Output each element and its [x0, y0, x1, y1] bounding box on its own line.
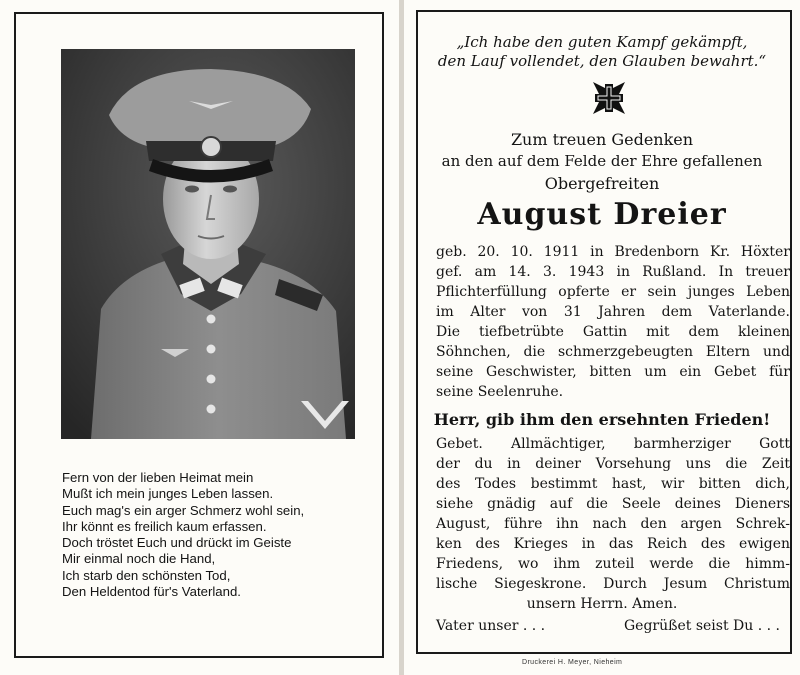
poem-line: Doch tröstet Euch und drückt im Geiste	[62, 535, 292, 551]
prayer-line: August, führe ihn nach den argen Schrek-	[436, 516, 790, 532]
prayer-line: siehe gnädig auf die Seele deines Dieners	[436, 496, 790, 512]
poem-line: Ich starb den schönsten Tod,	[62, 567, 231, 583]
printer-imprint: Druckerei H. Meyer, Nieheim	[522, 659, 623, 666]
biography-line: seine Geschwister, bitten um ein Gebet für	[436, 364, 790, 380]
closing-left: Vater unser . . .	[436, 618, 546, 634]
soldier-portrait-photo	[61, 49, 355, 439]
poem-line: Mir einmal noch die Hand,	[62, 551, 216, 567]
biography-line: Die tiefbetrübte Gattin mit dem kleinen	[436, 324, 790, 340]
heading-line-2: an den auf dem Felde der Ehre gefallenen	[441, 152, 763, 170]
heading-line-1: Zum treuen Gedenken	[510, 130, 694, 149]
prayer-line: der du in deiner Vorsehung uns die Zeit	[436, 456, 790, 472]
biography-line: Pflichterfüllung opferte er sein junges Leben	[436, 284, 790, 300]
prayer-line: unsern Herrn. Amen.	[526, 596, 678, 612]
poem-line: Euch mag's ein arger Schmerz wohl sein,	[62, 502, 305, 518]
biography-line: gef. am 14. 3. 1943 in Rußland. In treuer	[436, 264, 790, 280]
poem	[62, 470, 372, 600]
prayer-line: lische Siegeskrone. Durch Jesum Christum	[436, 576, 790, 592]
prayer-line: des Todes bestimmt hast, wir bitten dich,	[436, 476, 790, 492]
deceased-name: August Dreier	[477, 197, 727, 232]
prayer-line: Gebet. Allmächtiger, barmherziger Gott	[436, 436, 790, 452]
poem-line: Den Heldentod für's Vaterland.	[62, 584, 241, 600]
poem-line: Ihr könnt es freilich kaum erfassen.	[62, 518, 267, 534]
biography-line: Söhnchen, die schmerzgebeugten Eltern und	[436, 344, 790, 360]
biography-line: geb. 20. 10. 1911 in Bredenborn Kr. Höxter	[436, 244, 790, 260]
rank: Obergefreiten	[544, 174, 660, 193]
prayer-line: ken des Krieges in das Reich des ewigen	[436, 536, 790, 552]
motto-line-2: den Lauf vollendet, den Glauben bewahrt.“	[437, 52, 767, 70]
poem-line: Fern von der lieben Heimat mein	[62, 470, 254, 485]
motto-line-1: „Ich habe den guten Kampf gekämpft,	[456, 33, 748, 51]
poem-line: Mußt ich mein junges Leben lassen.	[62, 486, 274, 502]
iron-cross-icon	[591, 80, 627, 116]
plea: Herr, gib ihm den ersehnten Frieden!	[433, 410, 771, 429]
portrait-illustration	[61, 49, 355, 439]
closing-right: Gegrüßet seist Du . . .	[623, 618, 780, 634]
prayer-line: Friedens, wo ihm zuteil werde die himm-	[436, 556, 790, 572]
biography-line: im Alter von 31 Jahren dem Vaterlande.	[436, 304, 790, 320]
biography-line: seine Seelenruhe.	[436, 384, 564, 400]
